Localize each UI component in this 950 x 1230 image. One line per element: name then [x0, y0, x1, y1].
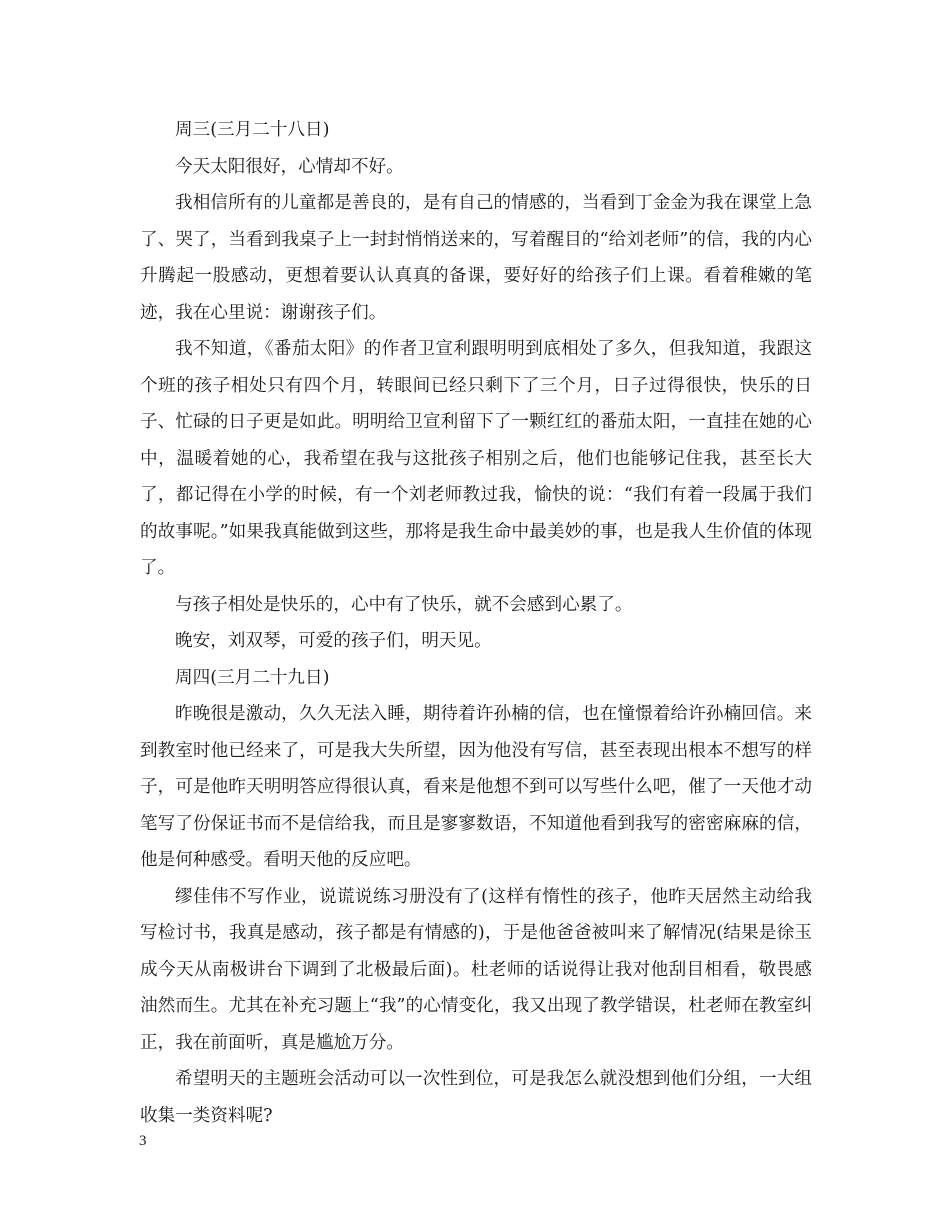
paragraph: 缪佳伟不写作业，说谎说练习册没有了(这样有惰性的孩子，他昨天居然主动给我写检讨书，我真是感动，孩子都是有情感的)，于是他爸爸被叫来了解情况(结果是徐玉成今天从南极讲台下调到了北极最后面)。杜老师的话说得让我对他刮目相看，敬畏感油然而生。尤其在补充习题上“我”的心情变化，我又出现了教学错误，杜老师在教室纠正，我在前面听，真是尴尬万分。 — [140, 886, 812, 1053]
paragraph: 我不知道，《番茄太阳》的作者卫宣利跟明明到底相处了多久，但我知道，我跟这个班的孩子相处只有四个月，转眼间已经只剩下了三个月，日子过得很快，快乐的日子、忙碌的日子更是如此。明明给卫宣利留下了一颗红红的番茄太阳，一直挂在她的心中，温暖着她的心，我希望在我与这批孩子相别之后，他们也能够记住我，甚至长大了，都记得在小学的时候，有一个刘老师教过我，愉快的说：“我们有着一段属于我们的故事呢。”如果我真能做到这些，那将是我生命中最美妙的事，也是我人生价值的体现了。 — [140, 339, 812, 578]
paragraph: 今天太阳很好，心情却不好。 — [175, 156, 404, 177]
paragraph: 昨晚很是激动，久久无法入睡，期待着许孙楠的信，也在憧憬着给许孙楠回信。来到教室时他已经来了，可是我大失所望，因为他没有写信，甚至表现出根本不想写的样子，可是他昨天明明答应得很认真，看来是他想不到可以写些什么吧，催了一天他才动笔写了份保证书而不是信给我，而且是寥寥数语，不知道他看到我写的密密麻麻的信，他是何种感受。看明天他的反应吧。 — [140, 704, 812, 870]
paragraph: 晚安，刘双琴，可爱的孩子们，明天见。 — [175, 631, 492, 651]
document-body — [140, 112, 812, 1134]
paragraph-heading-thursday: 周四(三月二十九日) — [175, 667, 330, 688]
paragraph: 希望明天的主题班会活动可以一次性到位，可是我怎么就没想到他们分组，一大组收集一类资料呢? — [140, 1069, 812, 1126]
page-number: 3 — [139, 1133, 147, 1149]
paragraph: 与孩子相处是快乐的，心中有了快乐，就不会感到心累了。 — [175, 594, 633, 615]
paragraph: 我相信所有的儿童都是善良的，是有自己的情感的，当看到丁金金为我在课堂上急了、哭了，当看到我桌子上一封封悄悄送来的，写着醒目的“给刘老师”的信，我的内心升腾起一股感动，更想着要认认真真的备课，要好好的给孩子们上课。看着稚嫩的笔迹，我在心里说：谢谢孩子们。 — [140, 193, 812, 323]
paragraph-heading-wednesday: 周三(三月二十八日) — [175, 120, 330, 140]
